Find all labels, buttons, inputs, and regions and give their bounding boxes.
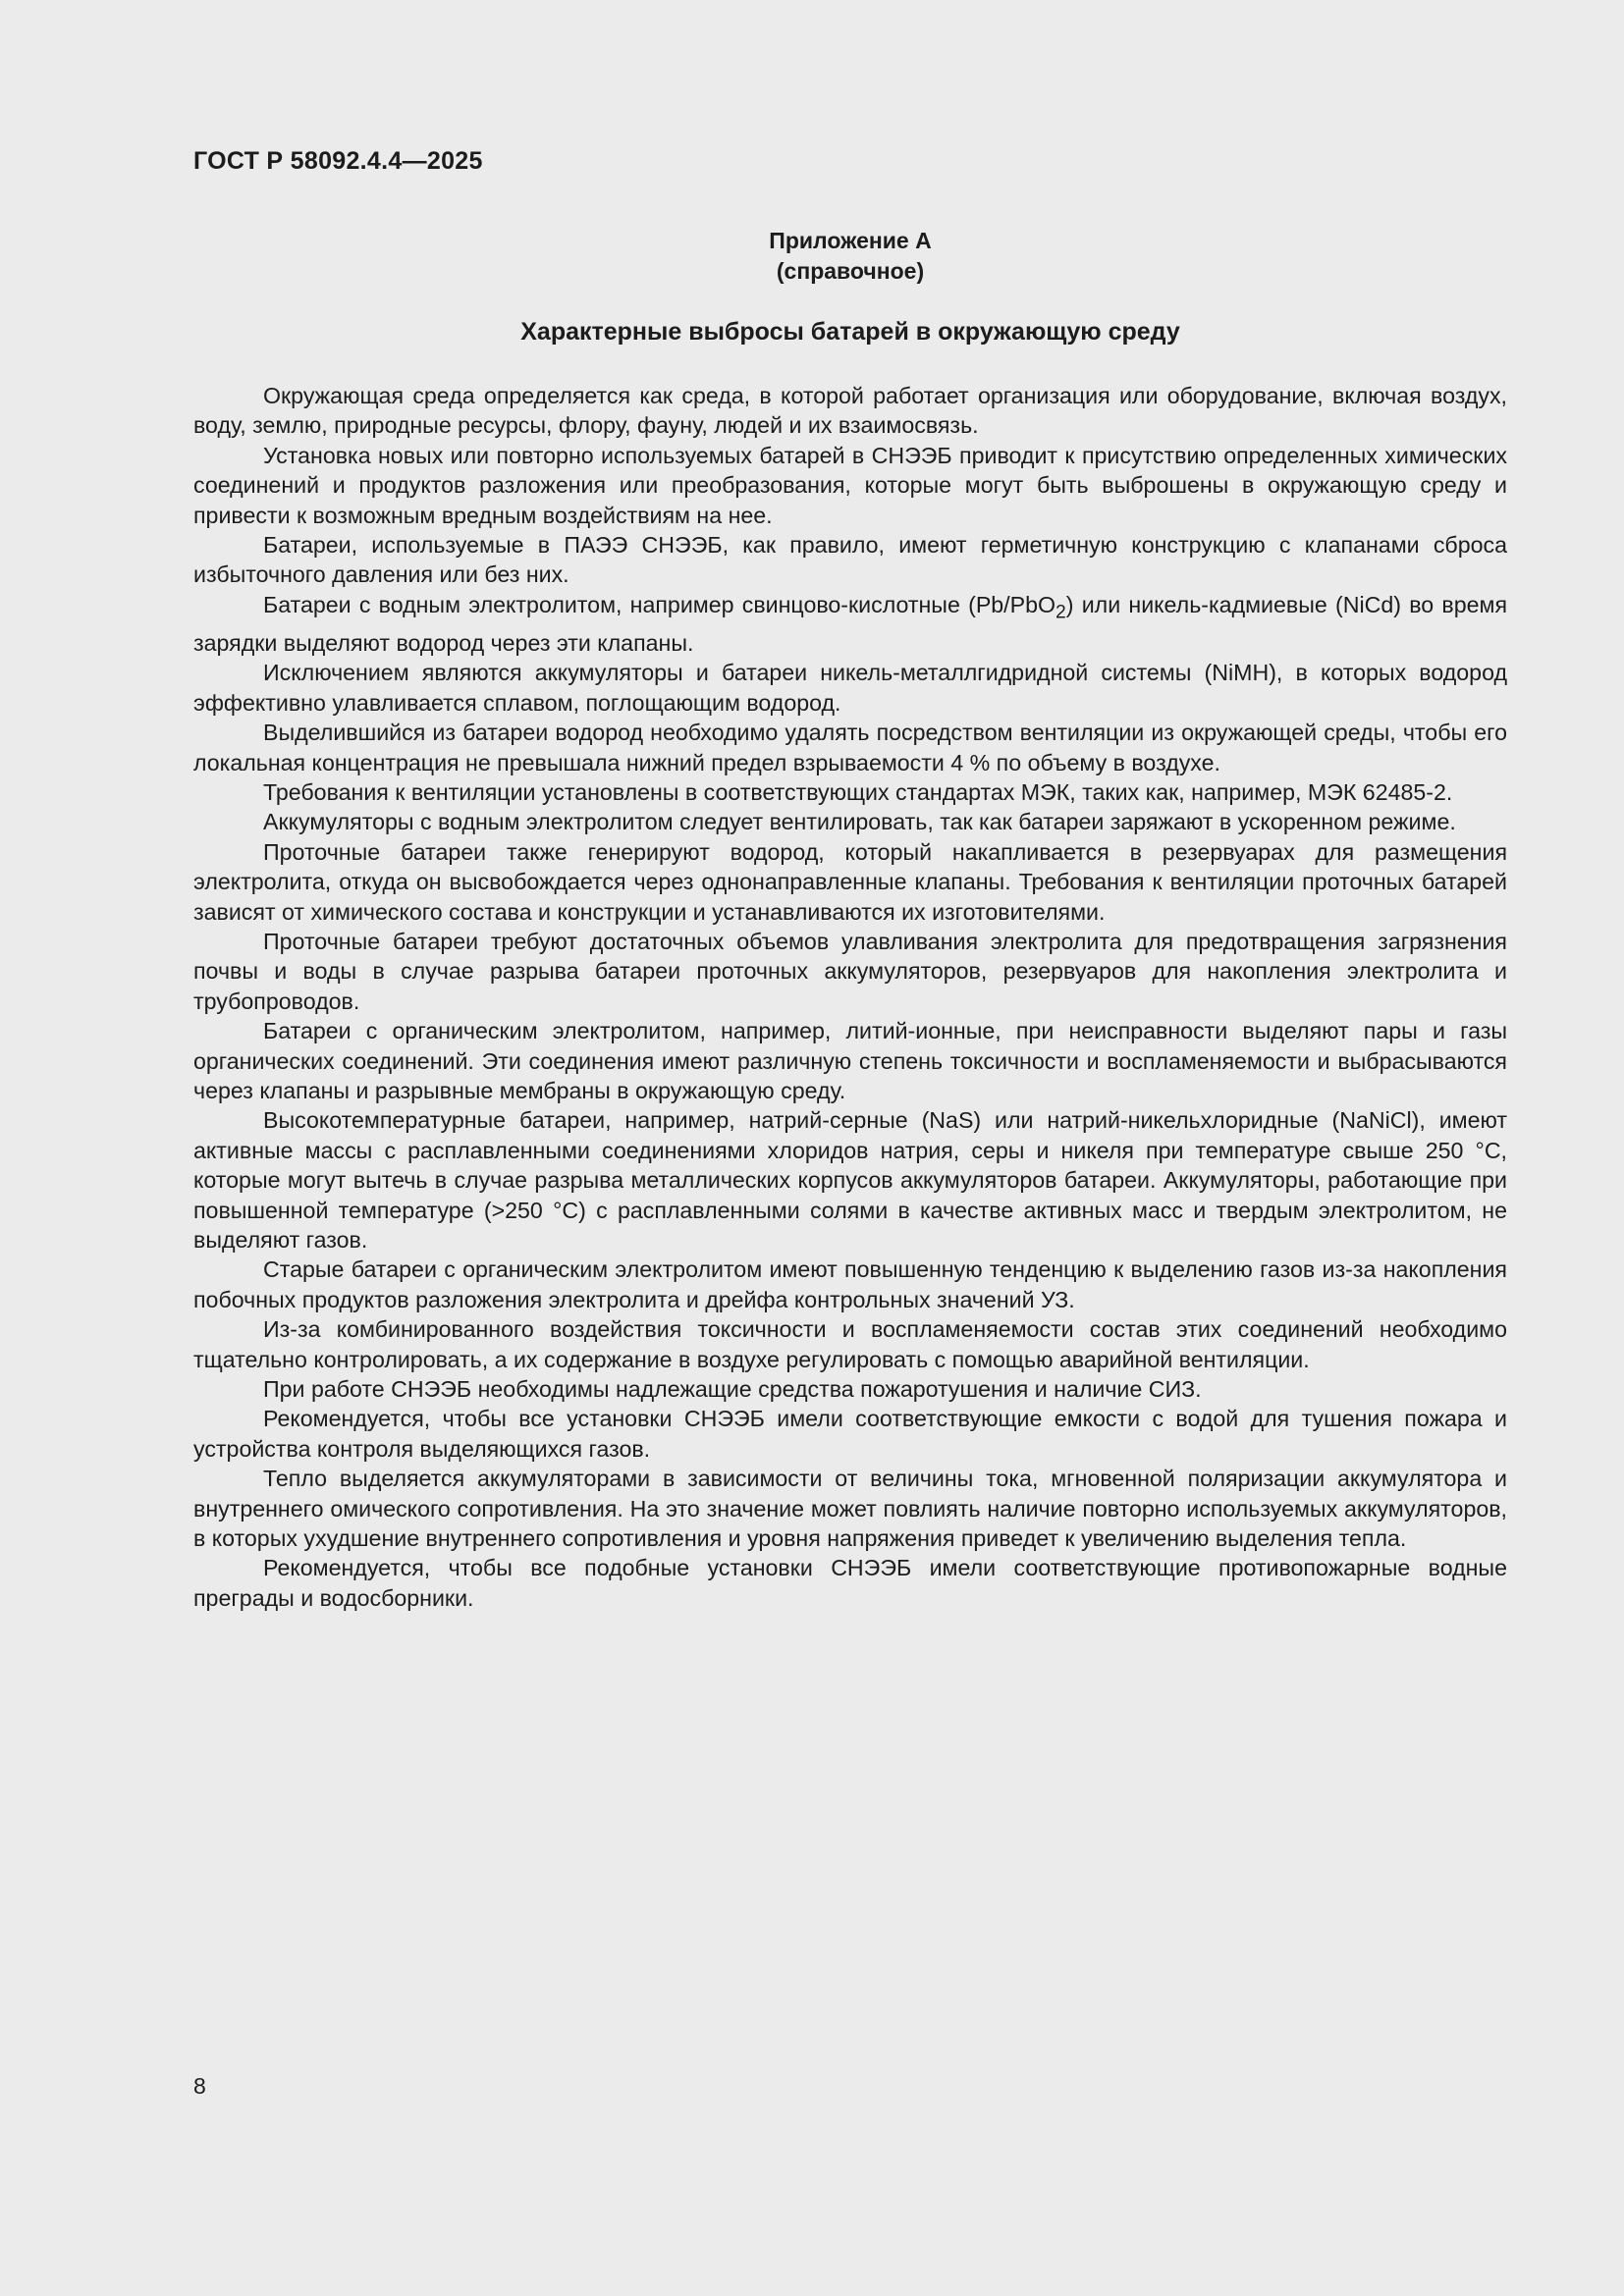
paragraph: Выделившийся из батареи водород необходимо удалять посредством вентиляции из окружающей среды, чтобы его локальная концентрация не превышала нижний предел взрываемости 4 % по объему в воздухе. xyxy=(193,720,1507,775)
paragraph: Аккумуляторы с водным электролитом следует вентилировать, так как батареи заряжают в ускоренном режиме. xyxy=(263,809,1456,835)
paragraph: Исключением являются аккумуляторы и батареи никель-металлгидридной системы (NiMH), в которых водород эффективно улавливается сплавом, поглощающим водород. xyxy=(193,660,1507,716)
paragraph: Проточные батареи требуют достаточных объемов улавливания электролита для предотвращения загрязнения почвы и воды в случае разрыва батареи проточных аккумуляторов, резервуаров для накопления электролита и трубопроводов. xyxy=(193,928,1507,1014)
paragraph: Окружающая среда определяется как среда, в которой работает организация или оборудование, включая воздух, воду, землю, природные ресурсы, флору, фауну, людей и их взаимосвязь. xyxy=(193,383,1507,439)
paragraph: Проточные батареи также генерируют водород, который накапливается в резервуарах для размещения электролита, откуда он высвобождается через однонаправленные клапаны. Требования к вентиляции проточных батарей зависят от химического состава и конструкции и устанавливаются их изготовителями. xyxy=(193,838,1507,925)
paragraph: Из-за комбинированного воздействия токсичности и воспламеняемости состав этих соединений необходимо тщательно контролировать, а их содержание в воздухе регулировать с помощью аварийной вентиляции. xyxy=(193,1316,1507,1372)
subscript: 2 xyxy=(1056,602,1066,623)
paragraph: Батареи, используемые в ПАЭЭ СНЭЭБ, как правило, имеют герметичную конструкцию с клапанами сброса избыточного давления или без них. xyxy=(193,532,1507,588)
paragraph: Рекомендуется, чтобы все установки СНЭЭБ имели соответствующие емкости с водой для тушения пожара и устройства контроля выделяющихся газов. xyxy=(193,1406,1507,1462)
paragraph-text: Батареи с водным электролитом, например свинцово-кислотные (Pb/PbO xyxy=(263,591,1056,617)
paragraph: Высокотемпературные батареи, например, натрий-серные (NaS) или натрий-никельхлоридные (NaNiCl), имеют активные массы с расплавленными соединениями хлоридов натрия, серы и никеля при температуре свыше 250 °С, которые могут вытечь в случае разрыва металлических корпусов аккумуляторов батареи. Аккумуляторы, работающие при повышенной температуре (>250 °С) с расплавленными солями в качестве активных масс и твердым электролитом, не выделяют газов. xyxy=(193,1107,1507,1254)
paragraph: Установка новых или повторно используемых батарей в СНЭЭБ приводит к присутствию определенных химических соединений и продуктов разложения или преобразования, которые могут быть выброшены в окружающую среду и привести к возможным вредным воздействиям на нее. xyxy=(193,442,1507,528)
paragraph: Батареи с органическим электролитом, например, литий-ионные, при неисправности выделяют пары и газы органических соединений. Эти соединения имеют различную степень токсичности и воспламеняемости и выбрасываются через клапаны и разрывные мембраны в окружающую среду. xyxy=(193,1018,1507,1103)
annex-label: Приложение А xyxy=(769,228,932,253)
paragraph: Требования к вентиляции установлены в соответствующих стандартах МЭК, таких как, например, МЭК 62485-2. xyxy=(263,778,1453,805)
paragraph: При работе СНЭЭБ необходимы надлежащие средства пожаротушения и наличие СИЗ. xyxy=(263,1376,1202,1403)
annex-status: (справочное) xyxy=(776,258,925,284)
annex-heading xyxy=(193,226,1507,287)
paragraph: Тепло выделяется аккумуляторами в зависимости от величины тока, мгновенной поляризации аккумулятора и внутреннего омического сопротивления. На это значение может повлиять наличие повторно используемых аккумуляторов, в которых ухудшение внутреннего сопротивления и уровня напряжения приведет к увеличению выделения тепла. xyxy=(193,1466,1507,1552)
page-number: 8 xyxy=(193,2073,206,2099)
annex-title: Характерные выбросы батарей в окружающую среду xyxy=(520,318,1180,346)
paragraph: Старые батареи с органическим электролитом имеют повышенную тенденцию к выделению газов из-за накопления побочных продуктов разложения электролита и дрейфа контрольных значений УЗ. xyxy=(193,1256,1507,1312)
body-text xyxy=(193,381,1507,1613)
document-code: ГОСТ Р 58092.4.4—2025 xyxy=(193,147,483,175)
paragraph xyxy=(193,590,1507,658)
paragraph-text: ) или никель-кадмиевые (NiCd) во время зарядки выделяют водород через эти клапаны. xyxy=(193,591,1508,656)
paragraph: Рекомендуется, чтобы все подобные установки СНЭЭБ имели соответствующие противопожарные водные преграды и водосборники. xyxy=(193,1555,1507,1611)
